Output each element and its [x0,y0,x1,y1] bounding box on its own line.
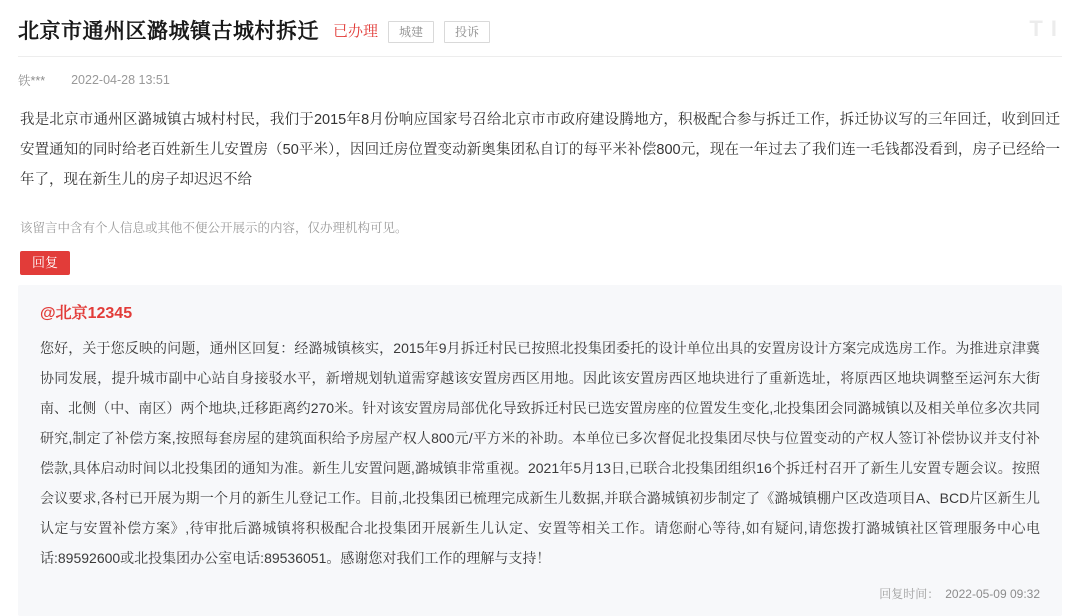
page-title: 北京市通州区潞城镇古城村拆迁 [18,20,319,43]
post-author: 铁*** [18,74,46,88]
category-tag-construction[interactable]: 城建 [388,21,434,43]
reply-button[interactable]: 回复 [20,251,70,275]
post-content: 我是北京市通州区潞城镇古城村村民，我们于2015年8月份响应国家号召给北京市市政府建设腾地方，积极配合参与拆迁工作，拆迁协议写的三年回迁，收到回迁安置通知的同时给老百姓新生儿安置房（50平米），因回迁房位置变动新奥集团私自订的每平米补偿800元，现在一年过去了我们连一毛钱都没看到，房子已经给一年了，现在新生儿的房子却迟迟不给 [20,112,1060,188]
reply-time [40,573,1040,606]
reply-panel [18,285,1062,616]
post-meta [18,57,1062,99]
privacy-notice: 该留言中含有个人信息或其他不便公开展示的内容，仅办理机构可见。 [20,221,408,235]
reply-content: 您好，关于您反映的问题，通州区回复：经潞城镇核实，2015年9月拆迁村民已按照北投集团委托的设计单位出具的安置房设计方案完成选房工作。为推进京津冀协同发展，提升城市副中心站自身接驳水平，新增规划轨道需穿越该安置房西区用地。因此该安置房西区地块进行了重新选址，将原西区地块调整至运河东大街南、北侧（中、南区）两个地块,迁移距离约270米。针对该安置房局部优化导致拆迁村民已选安置房座的位置发生变化,北投集团会同潞城镇以及相关单位多次共同研究,制定了补偿方案,按照每套房屋的建筑面积给予房屋产权人800元/平方米的补助。本单位已多次督促北投集团尽快与位置变动的产权人签订补偿协议并支付补偿款,具体启动时间以北投集团的通知为准。新生儿安置问题,潞城镇非常重视。2021年5月13日,已联合北投集团组织16个拆迁村召开了新生儿安置专题会议。按照会议要求,各村已开展为期一个月的新生儿登记工作。目前,北投集团已梳理完成新生儿数据,并联合潞城镇初步制定了《潞城镇棚户区改造项目A、BCD片区新生儿认定与安置补偿方案》,待审批后潞城镇将积极配合北投集团开展新生儿认定、安置等相关工作。请您耐心等待,如有疑问,请您拨打潞城镇社区管理服务中心电话:89592600或北投集团办公室电话:89536051。感谢您对我们工作的理解与支持！ [40,340,1040,566]
category-tag-complaint[interactable]: 投诉 [444,21,490,43]
reply-time-label: 回复时间： [879,587,940,601]
reply-time-value: 2022-05-09 09:32 [945,587,1040,601]
watermark: T I [1029,16,1058,41]
status-badge: 已办理 [333,23,379,40]
post-date: 2022-04-28 13:51 [71,73,170,87]
reply-author: @北京12345 [40,305,133,322]
page-header [18,0,1062,56]
